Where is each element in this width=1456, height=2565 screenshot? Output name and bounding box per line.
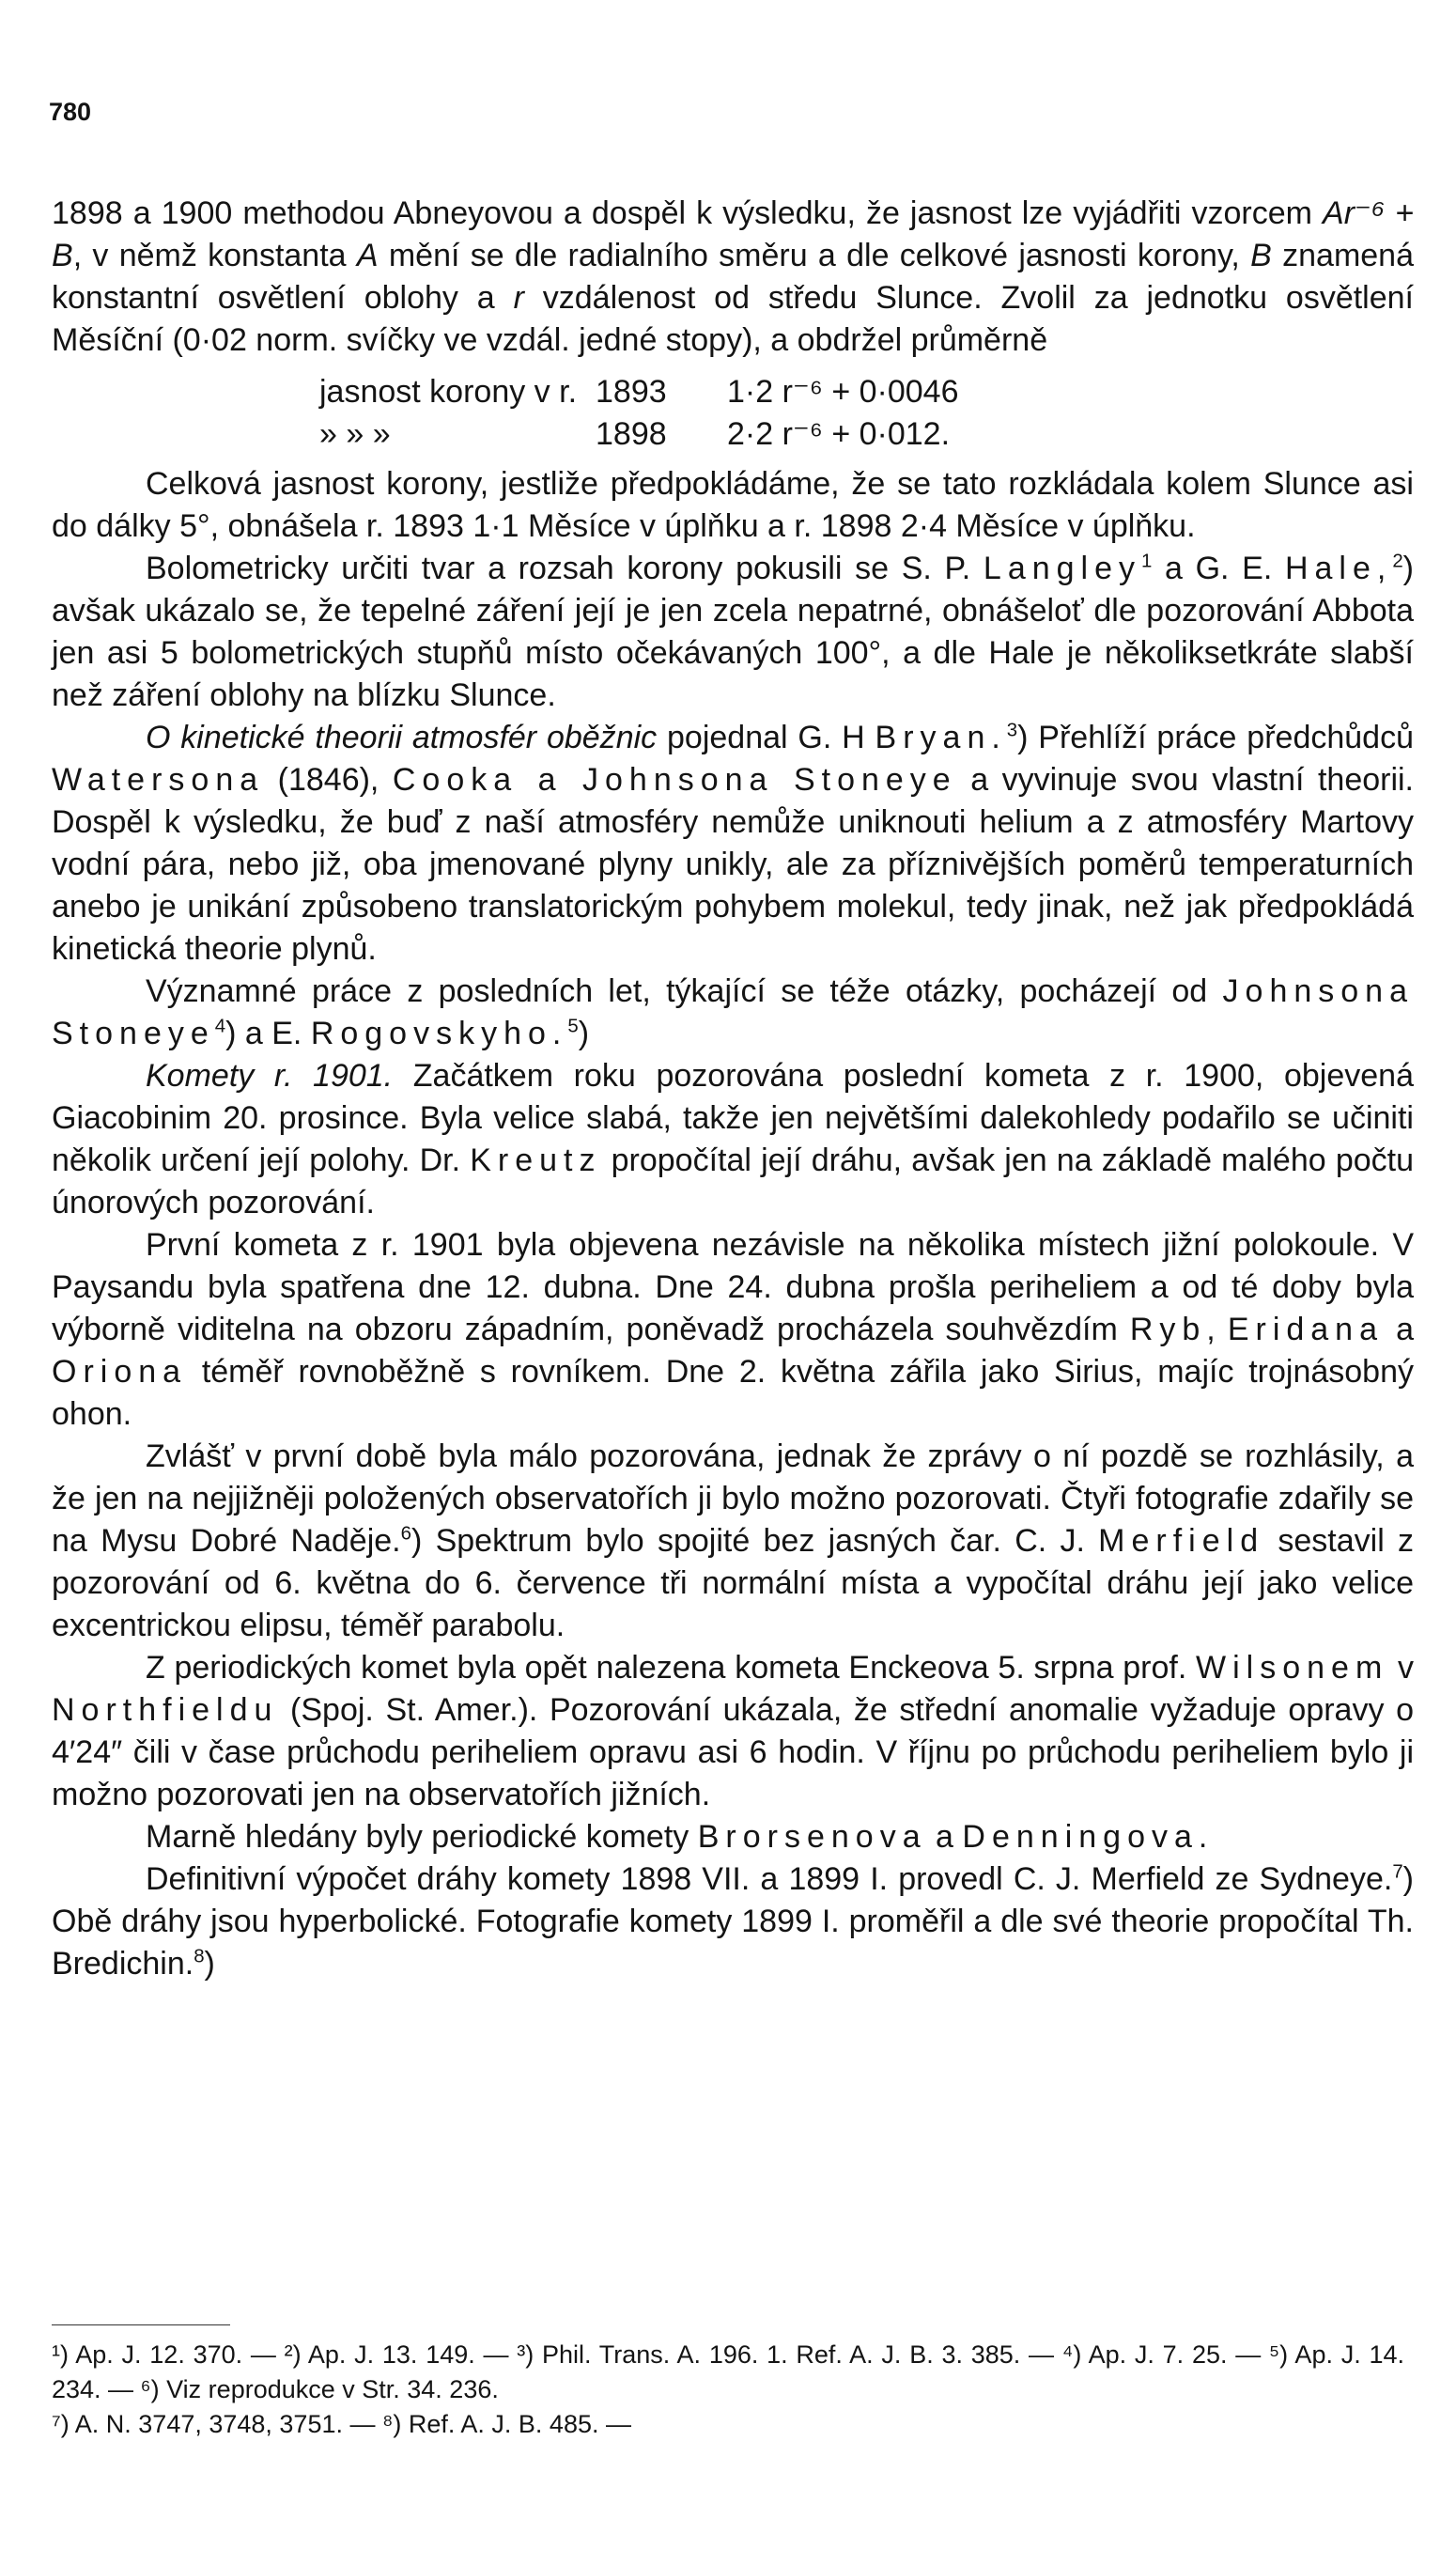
paragraph-1: 1898 a 1900 methodou Abneyovou a dospěl k výsledku, že jasnost lze vyjádřiti vzorcem Ar⁻⁶ + B, v němž konstanta A mění se dle radialního směru a dle celkové jasnosti korony, B znamená konstantní osvětlení oblohy a r vzdálenost od středu Slunce. Zvolil za jednotku osvětlení Měsíční (0·02 norm. svíčky ve vzdál. jedné stopy), a obdržel průměrně xyxy=(52,195,1414,358)
section-title: Komety r. 1901. xyxy=(146,1058,394,1094)
section-title: O kinetické theorii atmosfér oběžnic xyxy=(146,720,658,755)
paragraph-11: Definitivní výpočet dráhy komety 1898 VII. a 1899 I. provedl C. J. Merfield ze Sydneye.$^7$) Obě dráhy jsou hyperbolické. Fotografie komety 1899 I. proměřil a dle své theorie propočítal Th. Bredichin.$^8$) xyxy=(52,1861,1414,1982)
paragraph-7: První kometa z r. 1901 byla objevena nezávisle na několika místech jižní polokoule. V Paysandu byla spatřena dne 12. dubna. Dne 24. dubna prošla periheliem a od té doby byla výborně viditelna na obzoru západním, poněvadž procházela souhvězdím Ryb, Eridana a Oriona téměř rovnoběžně s rovníkem. Dne 2. května zářila jako Sirius, majíc trojnásobný ohon. xyxy=(52,1227,1414,1432)
footnote-line: ¹) Ap. J. 12. 370. — ²) Ap. J. 13. 149. — ³) Phil. Trans. A. 196. 1. Ref. A. J. B. 3. 385. — ⁴) Ap. J. 7. 25. — ⁵) Ap. J. 14. 234. — ⁶) Viz reprodukce v Str. 34. 236. xyxy=(52,2340,1404,2403)
paragraph-6: Komety r. 1901. Začátkem roku pozorována poslední kometa z r. 1900, objevená Giacobinim 20. prosince. Byla velice slabá, takže jen největšími dalekohledy podařilo se učiniti několik určení její polohy. Dr. Kreutz propočítal její dráhu, avšak jen na základě malého počtu únorových pozorování. xyxy=(52,1058,1415,1220)
equation-row: jasnost korony v r. 1893 1·2 r⁻⁶ + 0·0046 xyxy=(319,374,959,410)
footnote-divider xyxy=(52,2324,230,2325)
paragraph-4: O kinetické theorii atmosfér oběžnic pojednal G. H Bryan.$^3$) Přehlíží práce předchůdců Watersona (1846), Cooka a Johnsona Stoneye a vyvinuje svou vlastní theorii. Dospěl k výsledku, že buď z naší atmosféry nemůže uniknouti helium a z atmosféry Martovy vodní pára, nebo již, oba jmenované plyny unikly, ale za příznivějších poměrů temperaturních anebo je unikání způsobeno translatorickým pohybem molekul, tedy jinak, než jak předpokládá kinetická theorie plynů. xyxy=(52,720,1415,967)
equation-row: » » » 1898 2·2 r⁻⁶ + 0·012. xyxy=(319,416,951,452)
footnote-line: ⁷) A. N. 3747, 3748, 3751. — ⁸) Ref. A. J. B. 485. — xyxy=(52,2410,631,2438)
paragraph-2: Celková jasnost korony, jestliže předpokládáme, že se tato rozkládala kolem Slunce asi do dálky 5°, obnášela r. 1893 1·1 Měsíce v úplňku a r. 1898 2·4 Měsíce v úplňku. xyxy=(52,466,1414,544)
paragraph-10: Marně hledány byly periodické komety Brorsenova a Denningova. xyxy=(146,1819,1208,1855)
brightness-equations xyxy=(319,371,977,456)
paragraph-8: Zvlášť v první době byla málo pozorována, jednak že zprávy o ní pozdě se rozhlásily, a že jen na nejjižněji položených observatořích ji bylo možno pozorovati. Čtyři fotografie zdařily se na Mysu Dobré Naděje.$^6$) Spektrum bylo spojité bez jasných čar. C. J. Merfield sestavil z pozorování od 6. května do 6. července tři normální místa a vypočítal dráhu její jako velice excentrickou elipsu, téměř parabolu. xyxy=(52,1438,1415,1643)
body-text xyxy=(52,193,1414,1985)
paragraph-5: Významné práce z posledních let, týkající se téže otázky, pocházejí od Johnsona Stoneye$^4$) a E. Rogovskyho.$^5$) xyxy=(52,973,1414,1051)
page-number: 780 xyxy=(49,98,92,126)
formula: Ar⁻⁶ + B xyxy=(52,195,1414,273)
paragraph-9: Z periodických komet byla opět nalezena kometa Enckeova 5. srpna prof. Wilsonem v Northfieldu (Spoj. St. Amer.). Pozorování ukázala, že střední anomalie vyžaduje opravy o 4′24″ čili v čase průchodu periheliem opravu asi 6 hodin. V říjnu po průchodu periheliem bylo ji možno pozorovati jen na observatořích jižních. xyxy=(52,1650,1414,1812)
paragraph-3: Bolometricky určiti tvar a rozsah korony pokusili se S. P. Langley$^1$ a G. E. Hale,$^2$) avšak ukázalo se, že tepelné záření její je jen zcela nepatrné, obnášeloť dle pozorování Abbota jen asi 5 bolometrických stupňů místo očekávaných 100°, a dle Hale je několiksetkráte slabší než záření oblohy na blízku Slunce. xyxy=(52,551,1414,713)
footnotes xyxy=(52,2338,1404,2442)
